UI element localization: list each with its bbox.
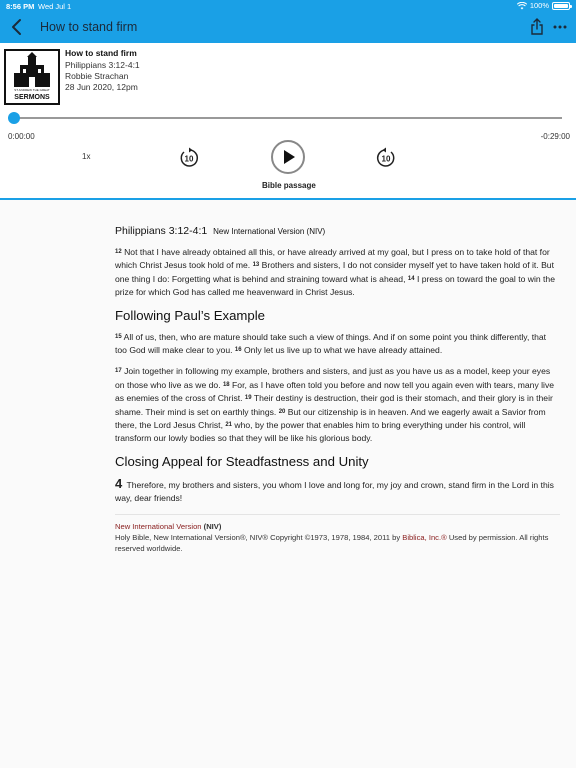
battery-percent: 100%	[529, 1, 549, 10]
verse-number: 14	[407, 275, 415, 282]
version-link[interactable]: New International Version	[115, 521, 202, 531]
permission-text: Used by permission. All rights reserved worldwide.	[115, 532, 549, 553]
sermon-artwork	[4, 49, 60, 105]
battery-fill	[554, 4, 568, 8]
remaining-time: -0:29:00	[540, 132, 570, 141]
skip-forward-icon	[375, 147, 397, 169]
progress-track[interactable]	[12, 117, 562, 119]
passage-reference-line	[115, 225, 560, 237]
copyright-text: Holy Bible, New International Version®, NIV® Copyright ©1973, 1978, 1984, 2011 by	[115, 532, 401, 542]
verse-text: Join together in following my example, brothers and sisters, and just as you have us as a model, keep your eyes on those who live as we do.	[115, 366, 551, 390]
version-abbr: (NIV)	[203, 521, 222, 531]
skip-forward-label: 10	[381, 154, 391, 164]
verse-number: 20	[278, 408, 286, 415]
verse-text: who, by the power that enables him to bring everything under his control, will transform our lowly bodies so that they will be like his glorious body.	[115, 420, 526, 444]
progress-handle[interactable]	[8, 112, 20, 124]
verse-number: 19	[244, 395, 252, 402]
verse-number: 21	[225, 422, 233, 429]
passage-paragraph	[115, 365, 560, 445]
section-heading: Closing Appeal for Steadfastness and Unity	[115, 453, 369, 469]
passage-paragraph	[115, 477, 560, 506]
copyright-footer	[115, 514, 560, 554]
section-heading: Following Paul’s Example	[115, 307, 266, 323]
skip-back-icon	[178, 147, 200, 169]
verse-text: Therefore, my brothers and sisters, you whom I love and long for, my joy and crown, stand firm in the Lord in this way, dear friends!	[115, 479, 554, 504]
battery-icon	[552, 2, 570, 10]
passage-paragraph	[115, 246, 560, 300]
player-panel	[0, 43, 576, 200]
status-time: 8:56 PM	[6, 2, 35, 11]
verse-number: 18	[222, 381, 230, 388]
chapter-number: 4	[115, 475, 123, 491]
skip-forward-button[interactable]	[375, 147, 397, 169]
passage-paragraph	[115, 331, 560, 358]
publisher-link[interactable]: Biblica, Inc.®	[402, 532, 447, 542]
play-button[interactable]	[271, 140, 305, 174]
verse-number: 12	[115, 249, 122, 255]
chevron-left-icon[interactable]	[10, 18, 24, 36]
verse-number: 17	[115, 368, 122, 375]
play-icon	[283, 150, 295, 164]
bible-passage	[115, 225, 560, 554]
top-bar	[0, 0, 576, 43]
elapsed-time: 0:00:00	[8, 132, 35, 141]
passage-reference: Philippians 3:12-4:1	[115, 225, 208, 237]
more-icon[interactable]	[552, 18, 568, 36]
nav-bar	[0, 14, 576, 42]
verse-text: Only let us live up to what we have already attained.	[243, 345, 443, 356]
episode-date: 28 Jun 2020, 12pm	[65, 82, 138, 92]
skip-back-button[interactable]	[178, 147, 200, 169]
playback-speed-button[interactable]: 1x	[82, 152, 91, 161]
bible-passage-button[interactable]: Bible passage	[262, 181, 316, 190]
verse-text: Their destiny is destruction, their god is their stomach, and their glory is in their shame. Their mind is set on earthly things.	[115, 393, 553, 417]
episode-passage: Philippians 3:12-4:1	[65, 60, 140, 70]
passage-sections	[115, 246, 560, 506]
verse-number: 15	[115, 333, 122, 340]
verse-text: For, as I have often told you before and now tell you again even with tears, many live as enemies of the cross of Christ.	[115, 379, 555, 404]
verse-text: Brothers and sisters, I do not consider myself yet to have taken hold of it. But one thing I do: Forgetting what is behind and straining toward what is ahead,	[115, 260, 554, 284]
verse-number: 16	[234, 347, 242, 354]
artwork-church-name: ST ANDREW THE GREAT	[14, 88, 50, 92]
passage-version: New International Version (NIV)	[213, 227, 326, 236]
status-bar	[0, 0, 576, 12]
verse-text: But our citizenship is in heaven. And we eagerly await a Savior from there, the Lord Jesus Christ,	[115, 406, 546, 431]
church-logo-icon	[6, 51, 58, 91]
episode-meta	[65, 48, 140, 93]
verse-number: 13	[252, 262, 260, 269]
status-date: Wed Jul 1	[38, 2, 72, 11]
verse-text: All of us, then, who are mature should take such a view of things. And if on some point you think differently, that too God will make clear to you.	[115, 331, 547, 356]
artwork-label: SERMONS	[14, 94, 50, 101]
status-right	[517, 1, 570, 10]
verse-text: I press on toward the goal to win the prize for which God has called me heavenward in Christ Jesus.	[115, 273, 555, 298]
verse-text: Not that I have already obtained all this, or have already arrived at my goal, but I press on to take hold of that for which Christ Jesus took hold of me.	[115, 247, 550, 271]
share-icon[interactable]	[530, 18, 544, 36]
episode-speaker: Robbie Strachan	[65, 71, 129, 81]
nav-title: How to stand firm	[40, 20, 138, 34]
wifi-icon	[517, 2, 527, 10]
episode-title: How to stand firm	[65, 48, 137, 58]
skip-back-label: 10	[184, 154, 194, 164]
